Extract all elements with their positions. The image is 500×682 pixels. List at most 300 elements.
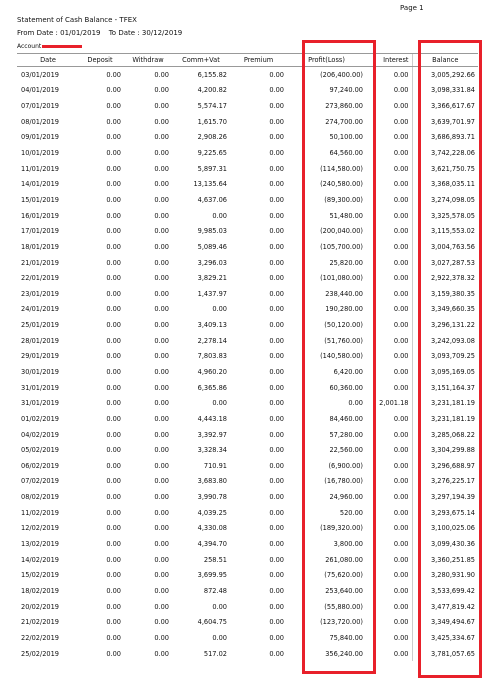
cell-date: 23/01/2019 — [21, 289, 60, 298]
cell-deposit: 0.00 — [106, 649, 121, 658]
cell-premium: 0.00 — [269, 117, 284, 126]
cell-comm-vat: 3,699.95 — [197, 571, 227, 580]
cell-premium: 0.00 — [269, 86, 284, 95]
cell-balance: 3,533,699.42 — [412, 583, 478, 599]
cell-comm-vat: 3,296.03 — [197, 258, 227, 267]
table-row — [17, 83, 478, 99]
cell-profit-loss: 75,840.00 — [329, 633, 363, 642]
cell-profit-loss: 3,800.00 — [333, 540, 363, 549]
column-header-deposit: Deposit — [76, 54, 124, 67]
table-row — [17, 411, 478, 427]
cell-interest: 0.00 — [393, 211, 409, 220]
cell-deposit: 0.00 — [106, 430, 121, 439]
cell-withdraw: 0.00 — [154, 493, 169, 502]
cell-deposit: 0.00 — [106, 133, 121, 142]
from-date-value: 01/01/2019 — [60, 29, 101, 37]
cell-balance: 3,639,701.97 — [412, 114, 478, 130]
cell-profit-loss: 50,100.00 — [329, 133, 363, 142]
cash-balance-table — [17, 53, 478, 661]
cell-profit-loss: 274,700.00 — [325, 117, 363, 126]
cell-premium: 0.00 — [269, 477, 284, 486]
cell-balance: 3,231,181.19 — [412, 411, 478, 427]
cell-date: 10/01/2019 — [21, 149, 60, 158]
table-row — [17, 349, 478, 365]
cell-profit-loss: 520.00 — [339, 508, 363, 517]
table-row — [17, 67, 478, 83]
cell-withdraw: 0.00 — [154, 571, 169, 580]
cell-comm-vat: 4,637.06 — [197, 195, 227, 204]
account-line — [17, 43, 82, 50]
cell-balance: 3,004,763.56 — [412, 239, 478, 255]
cell-comm-vat: 1,615.70 — [197, 117, 227, 126]
table-row — [17, 161, 478, 177]
cell-date: 18/01/2019 — [21, 242, 60, 251]
cell-withdraw: 0.00 — [154, 336, 169, 345]
cell-profit-loss: 57,280.00 — [329, 430, 363, 439]
cell-profit-loss: (75,620.00) — [324, 571, 363, 580]
cell-interest: 0.00 — [393, 540, 409, 549]
column-header-comm-vat: Comm+Vat — [172, 54, 230, 67]
cell-premium: 0.00 — [269, 336, 284, 345]
cell-comm-vat: 13,135.64 — [193, 180, 227, 189]
cell-withdraw: 0.00 — [154, 446, 169, 455]
table-body — [17, 67, 478, 662]
cell-premium: 0.00 — [269, 352, 284, 361]
cell-date: 18/02/2019 — [21, 586, 60, 595]
cell-premium: 0.00 — [269, 493, 284, 502]
cell-premium: 0.00 — [269, 305, 284, 314]
cell-premium: 0.00 — [269, 508, 284, 517]
table-row — [17, 317, 478, 333]
cell-comm-vat: 4,443.18 — [197, 414, 227, 423]
cell-balance: 3,093,709.25 — [412, 349, 478, 365]
cell-deposit: 0.00 — [106, 618, 121, 627]
cell-deposit: 0.00 — [106, 461, 121, 470]
cell-profit-loss: 25,820.00 — [329, 258, 363, 267]
cell-premium: 0.00 — [269, 133, 284, 142]
cell-withdraw: 0.00 — [154, 414, 169, 423]
cell-balance: 3,159,380.35 — [412, 286, 478, 302]
cell-date: 21/02/2019 — [21, 618, 60, 627]
cell-premium: 0.00 — [269, 446, 284, 455]
cell-withdraw: 0.00 — [154, 649, 169, 658]
cell-date: 11/01/2019 — [21, 164, 60, 173]
cell-comm-vat: 3,392.97 — [197, 430, 227, 439]
cell-premium: 0.00 — [269, 618, 284, 627]
cell-profit-loss: (51,760.00) — [324, 336, 363, 345]
cell-premium: 0.00 — [269, 367, 284, 376]
cell-interest: 0.00 — [393, 227, 409, 236]
table-row — [17, 536, 478, 552]
column-header-withdraw: Withdraw — [124, 54, 172, 67]
table-row — [17, 208, 478, 224]
cell-withdraw: 0.00 — [154, 430, 169, 439]
table-row — [17, 489, 478, 505]
cell-balance: 3,027,287.53 — [412, 255, 478, 271]
cell-deposit: 0.00 — [106, 164, 121, 173]
cell-balance: 3,005,292.66 — [412, 67, 478, 83]
cell-deposit: 0.00 — [106, 149, 121, 158]
cell-deposit: 0.00 — [106, 195, 121, 204]
cell-profit-loss: (240,580.00) — [320, 180, 363, 189]
cell-premium: 0.00 — [269, 540, 284, 549]
table-row — [17, 145, 478, 161]
table-row — [17, 333, 478, 349]
cell-profit-loss: 51,480.00 — [329, 211, 363, 220]
cell-profit-loss: 190,280.00 — [325, 305, 363, 314]
table-row — [17, 192, 478, 208]
cell-comm-vat: 1,437.97 — [197, 289, 227, 298]
column-header-profit-loss: Profit(Loss) — [287, 54, 366, 67]
cell-premium: 0.00 — [269, 70, 284, 79]
cell-interest: 0.00 — [393, 446, 409, 455]
cell-balance: 3,349,494.67 — [412, 614, 478, 630]
cell-date: 22/02/2019 — [21, 633, 60, 642]
cell-interest: 0.00 — [393, 352, 409, 361]
cell-profit-loss: 253,640.00 — [325, 586, 363, 595]
cell-comm-vat: 258.51 — [203, 555, 227, 564]
cell-interest: 0.00 — [393, 493, 409, 502]
cell-date: 11/02/2019 — [21, 508, 60, 517]
cell-deposit: 0.00 — [106, 289, 121, 298]
cell-withdraw: 0.00 — [154, 70, 169, 79]
cell-deposit: 0.00 — [106, 258, 121, 267]
cell-date: 15/01/2019 — [21, 195, 60, 204]
cell-profit-loss: (200,040.00) — [320, 227, 363, 236]
cell-balance: 3,686,893.71 — [412, 130, 478, 146]
cell-date: 31/01/2019 — [21, 383, 60, 392]
cell-profit-loss: (89,300.00) — [324, 195, 363, 204]
cell-interest: 0.00 — [393, 524, 409, 533]
cell-profit-loss: 97,240.00 — [329, 86, 363, 95]
cell-date: 17/01/2019 — [21, 227, 60, 236]
cell-balance: 3,368,035.11 — [412, 176, 478, 192]
cell-deposit: 0.00 — [106, 86, 121, 95]
cell-interest: 0.00 — [393, 305, 409, 314]
cell-withdraw: 0.00 — [154, 586, 169, 595]
cell-interest: 0.00 — [393, 461, 409, 470]
cell-withdraw: 0.00 — [154, 242, 169, 251]
cell-deposit: 0.00 — [106, 477, 121, 486]
cell-profit-loss: 0.00 — [348, 399, 363, 408]
cell-interest: 0.00 — [393, 70, 409, 79]
table-row — [17, 270, 478, 286]
cell-comm-vat: 3,829.21 — [197, 274, 227, 283]
cell-withdraw: 0.00 — [154, 164, 169, 173]
table-row — [17, 239, 478, 255]
cell-comm-vat: 0.00 — [212, 211, 227, 220]
cell-withdraw: 0.00 — [154, 477, 169, 486]
cell-interest: 0.00 — [393, 133, 409, 142]
cell-date: 29/01/2019 — [21, 352, 60, 361]
cell-interest: 0.00 — [393, 571, 409, 580]
cell-comm-vat: 0.00 — [212, 399, 227, 408]
cell-withdraw: 0.00 — [154, 149, 169, 158]
cell-comm-vat: 872.48 — [203, 586, 227, 595]
cell-premium: 0.00 — [269, 602, 284, 611]
cell-deposit: 0.00 — [106, 305, 121, 314]
cell-premium: 0.00 — [269, 227, 284, 236]
cell-balance: 3,425,334.67 — [412, 630, 478, 646]
cell-date: 14/02/2019 — [21, 555, 60, 564]
cell-premium: 0.00 — [269, 321, 284, 330]
cell-interest: 0.00 — [393, 195, 409, 204]
table-row — [17, 176, 478, 192]
cell-balance: 3,349,660.35 — [412, 302, 478, 318]
cell-premium: 0.00 — [269, 586, 284, 595]
cell-balance: 3,621,750.75 — [412, 161, 478, 177]
cell-withdraw: 0.00 — [154, 133, 169, 142]
date-range — [17, 29, 182, 37]
cell-date: 08/01/2019 — [21, 117, 60, 126]
cell-balance: 3,100,025.06 — [412, 521, 478, 537]
cell-withdraw: 0.00 — [154, 274, 169, 283]
cell-comm-vat: 4,200.82 — [197, 86, 227, 95]
cell-date: 03/01/2019 — [21, 70, 60, 79]
cell-date: 24/01/2019 — [21, 305, 60, 314]
table-row — [17, 223, 478, 239]
cell-comm-vat: 2,908.26 — [197, 133, 227, 142]
cell-date: 06/02/2019 — [21, 461, 60, 470]
cell-premium: 0.00 — [269, 180, 284, 189]
table-row — [17, 255, 478, 271]
to-date-label: To Date : — [108, 29, 140, 37]
cell-interest: 0.00 — [393, 242, 409, 251]
cell-deposit: 0.00 — [106, 633, 121, 642]
cell-balance: 3,366,617.67 — [412, 98, 478, 114]
table-row — [17, 442, 478, 458]
cell-premium: 0.00 — [269, 258, 284, 267]
cell-comm-vat: 0.00 — [212, 633, 227, 642]
cell-deposit: 0.00 — [106, 414, 121, 423]
cell-balance: 2,922,378.32 — [412, 270, 478, 286]
cell-profit-loss: 24,960.00 — [329, 493, 363, 502]
cell-date: 04/02/2019 — [21, 430, 60, 439]
cell-withdraw: 0.00 — [154, 102, 169, 111]
cell-profit-loss: (105,700.00) — [320, 242, 363, 251]
cell-deposit: 0.00 — [106, 242, 121, 251]
cell-deposit: 0.00 — [106, 540, 121, 549]
cell-profit-loss: 60,360.00 — [329, 383, 363, 392]
cell-premium: 0.00 — [269, 633, 284, 642]
table-header — [17, 54, 478, 67]
cell-balance: 3,099,430.36 — [412, 536, 478, 552]
cell-premium: 0.00 — [269, 164, 284, 173]
cell-balance: 3,477,819.42 — [412, 599, 478, 615]
cell-premium: 0.00 — [269, 399, 284, 408]
cell-date: 31/01/2019 — [21, 399, 60, 408]
cell-withdraw: 0.00 — [154, 508, 169, 517]
cell-interest: 0.00 — [393, 86, 409, 95]
table-row — [17, 114, 478, 130]
table-row — [17, 646, 478, 662]
cell-premium: 0.00 — [269, 149, 284, 158]
cell-date: 21/01/2019 — [21, 258, 60, 267]
cell-comm-vat: 0.00 — [212, 305, 227, 314]
cell-deposit: 0.00 — [106, 180, 121, 189]
cell-interest: 0.00 — [393, 555, 409, 564]
cell-deposit: 0.00 — [106, 321, 121, 330]
cell-date: 20/02/2019 — [21, 602, 60, 611]
cell-premium: 0.00 — [269, 461, 284, 470]
cell-interest: 0.00 — [393, 102, 409, 111]
to-date-value: 30/12/2019 — [141, 29, 183, 37]
cell-interest: 0.00 — [393, 336, 409, 345]
cell-premium: 0.00 — [269, 430, 284, 439]
cell-interest: 0.00 — [393, 633, 409, 642]
cell-balance: 3,242,093.08 — [412, 333, 478, 349]
cell-profit-loss: (189,320.00) — [320, 524, 363, 533]
cell-date: 15/02/2019 — [21, 571, 60, 580]
cell-balance: 3,098,331.84 — [412, 83, 478, 99]
cell-balance: 3,285,068.22 — [412, 427, 478, 443]
cell-interest: 2,001.18 — [379, 399, 409, 408]
cell-interest: 0.00 — [393, 649, 409, 658]
cell-deposit: 0.00 — [106, 493, 121, 502]
cell-profit-loss: (55,880.00) — [324, 602, 363, 611]
table-row — [17, 458, 478, 474]
table-row — [17, 98, 478, 114]
cell-date: 30/01/2019 — [21, 367, 60, 376]
cell-withdraw: 0.00 — [154, 524, 169, 533]
cell-date: 16/01/2019 — [21, 211, 60, 220]
cell-withdraw: 0.00 — [154, 321, 169, 330]
cell-premium: 0.00 — [269, 524, 284, 533]
table-row — [17, 521, 478, 537]
cell-comm-vat: 6,365.86 — [197, 383, 227, 392]
cell-balance: 3,293,675.14 — [412, 505, 478, 521]
cell-profit-loss: 22,560.00 — [329, 446, 363, 455]
cell-premium: 0.00 — [269, 195, 284, 204]
cell-withdraw: 0.00 — [154, 227, 169, 236]
cell-interest: 0.00 — [393, 149, 409, 158]
cell-premium: 0.00 — [269, 242, 284, 251]
cell-profit-loss: 261,080.00 — [325, 555, 363, 564]
cell-comm-vat: 9,225.65 — [197, 149, 227, 158]
cell-withdraw: 0.00 — [154, 117, 169, 126]
cell-withdraw: 0.00 — [154, 289, 169, 298]
table-row — [17, 286, 478, 302]
cell-comm-vat: 3,328.34 — [197, 446, 227, 455]
cell-comm-vat: 9,985.03 — [197, 227, 227, 236]
cell-deposit: 0.00 — [106, 274, 121, 283]
table-row — [17, 583, 478, 599]
cell-profit-loss: (206,400.00) — [320, 70, 363, 79]
cell-interest: 0.00 — [393, 180, 409, 189]
cell-date: 01/02/2019 — [21, 414, 60, 423]
cell-withdraw: 0.00 — [154, 367, 169, 376]
account-redaction — [42, 45, 82, 48]
cell-balance: 3,280,931.90 — [412, 568, 478, 584]
cell-interest: 0.00 — [393, 117, 409, 126]
cell-deposit: 0.00 — [106, 602, 121, 611]
cell-interest: 0.00 — [393, 383, 409, 392]
cell-date: 25/02/2019 — [21, 649, 60, 658]
cell-withdraw: 0.00 — [154, 211, 169, 220]
cell-deposit: 0.00 — [106, 571, 121, 580]
cell-deposit: 0.00 — [106, 586, 121, 595]
cell-deposit: 0.00 — [106, 367, 121, 376]
from-date-label: From Date : — [17, 29, 58, 37]
cell-balance: 3,360,251.85 — [412, 552, 478, 568]
cell-withdraw: 0.00 — [154, 618, 169, 627]
cell-profit-loss: 356,240.00 — [325, 649, 363, 658]
cell-withdraw: 0.00 — [154, 399, 169, 408]
column-header-date: Date — [17, 54, 76, 67]
table-row — [17, 552, 478, 568]
table-row — [17, 130, 478, 146]
cell-comm-vat: 5,574.17 — [197, 102, 227, 111]
cell-balance: 3,231,181.19 — [412, 395, 478, 411]
cell-premium: 0.00 — [269, 649, 284, 658]
cell-balance: 3,742,228.06 — [412, 145, 478, 161]
cell-comm-vat: 710.91 — [203, 461, 227, 470]
cell-balance: 3,304,299.88 — [412, 442, 478, 458]
cell-date: 07/02/2019 — [21, 477, 60, 486]
cell-premium: 0.00 — [269, 102, 284, 111]
cell-deposit: 0.00 — [106, 117, 121, 126]
cell-date: 25/01/2019 — [21, 321, 60, 330]
cell-balance: 3,115,553.02 — [412, 223, 478, 239]
cell-profit-loss: 6,420.00 — [333, 367, 363, 376]
cell-comm-vat: 517.02 — [203, 649, 227, 658]
cell-deposit: 0.00 — [106, 555, 121, 564]
balance-highlight — [418, 40, 482, 678]
cell-deposit: 0.00 — [106, 227, 121, 236]
cell-comm-vat: 6,155.82 — [197, 70, 227, 79]
cell-date: 28/01/2019 — [21, 336, 60, 345]
cell-comm-vat: 4,960.20 — [197, 367, 227, 376]
cell-interest: 0.00 — [393, 367, 409, 376]
cell-deposit: 0.00 — [106, 102, 121, 111]
cell-withdraw: 0.00 — [154, 258, 169, 267]
cell-deposit: 0.00 — [106, 508, 121, 517]
cell-balance: 3,325,578.05 — [412, 208, 478, 224]
cell-premium: 0.00 — [269, 289, 284, 298]
table-row — [17, 614, 478, 630]
cell-deposit: 0.00 — [106, 524, 121, 533]
cell-profit-loss: 238,440.00 — [325, 289, 363, 298]
cell-premium: 0.00 — [269, 414, 284, 423]
column-header-interest: Interest — [366, 54, 412, 67]
cell-balance: 3,297,194.39 — [412, 489, 478, 505]
cell-deposit: 0.00 — [106, 336, 121, 345]
cell-withdraw: 0.00 — [154, 461, 169, 470]
page-number: Page 1 — [400, 4, 424, 12]
cell-withdraw: 0.00 — [154, 352, 169, 361]
cell-deposit: 0.00 — [106, 446, 121, 455]
table-row — [17, 364, 478, 380]
table-row — [17, 505, 478, 521]
cell-profit-loss: 273,860.00 — [325, 102, 363, 111]
report-title: Statement of Cash Balance - TFEX — [17, 16, 137, 24]
cell-interest: 0.00 — [393, 430, 409, 439]
cell-profit-loss: (16,780.00) — [324, 477, 363, 486]
profit-loss-highlight — [302, 40, 376, 674]
table-row — [17, 395, 478, 411]
cell-profit-loss: 64,560.00 — [329, 149, 363, 158]
table-row — [17, 599, 478, 615]
cell-balance: 3,095,169.05 — [412, 364, 478, 380]
cell-comm-vat: 4,039.25 — [197, 508, 227, 517]
cell-premium: 0.00 — [269, 555, 284, 564]
cell-comm-vat: 5,089.46 — [197, 242, 227, 251]
cell-premium: 0.00 — [269, 571, 284, 580]
table-row — [17, 302, 478, 318]
cell-withdraw: 0.00 — [154, 383, 169, 392]
cell-interest: 0.00 — [393, 508, 409, 517]
cell-premium: 0.00 — [269, 274, 284, 283]
